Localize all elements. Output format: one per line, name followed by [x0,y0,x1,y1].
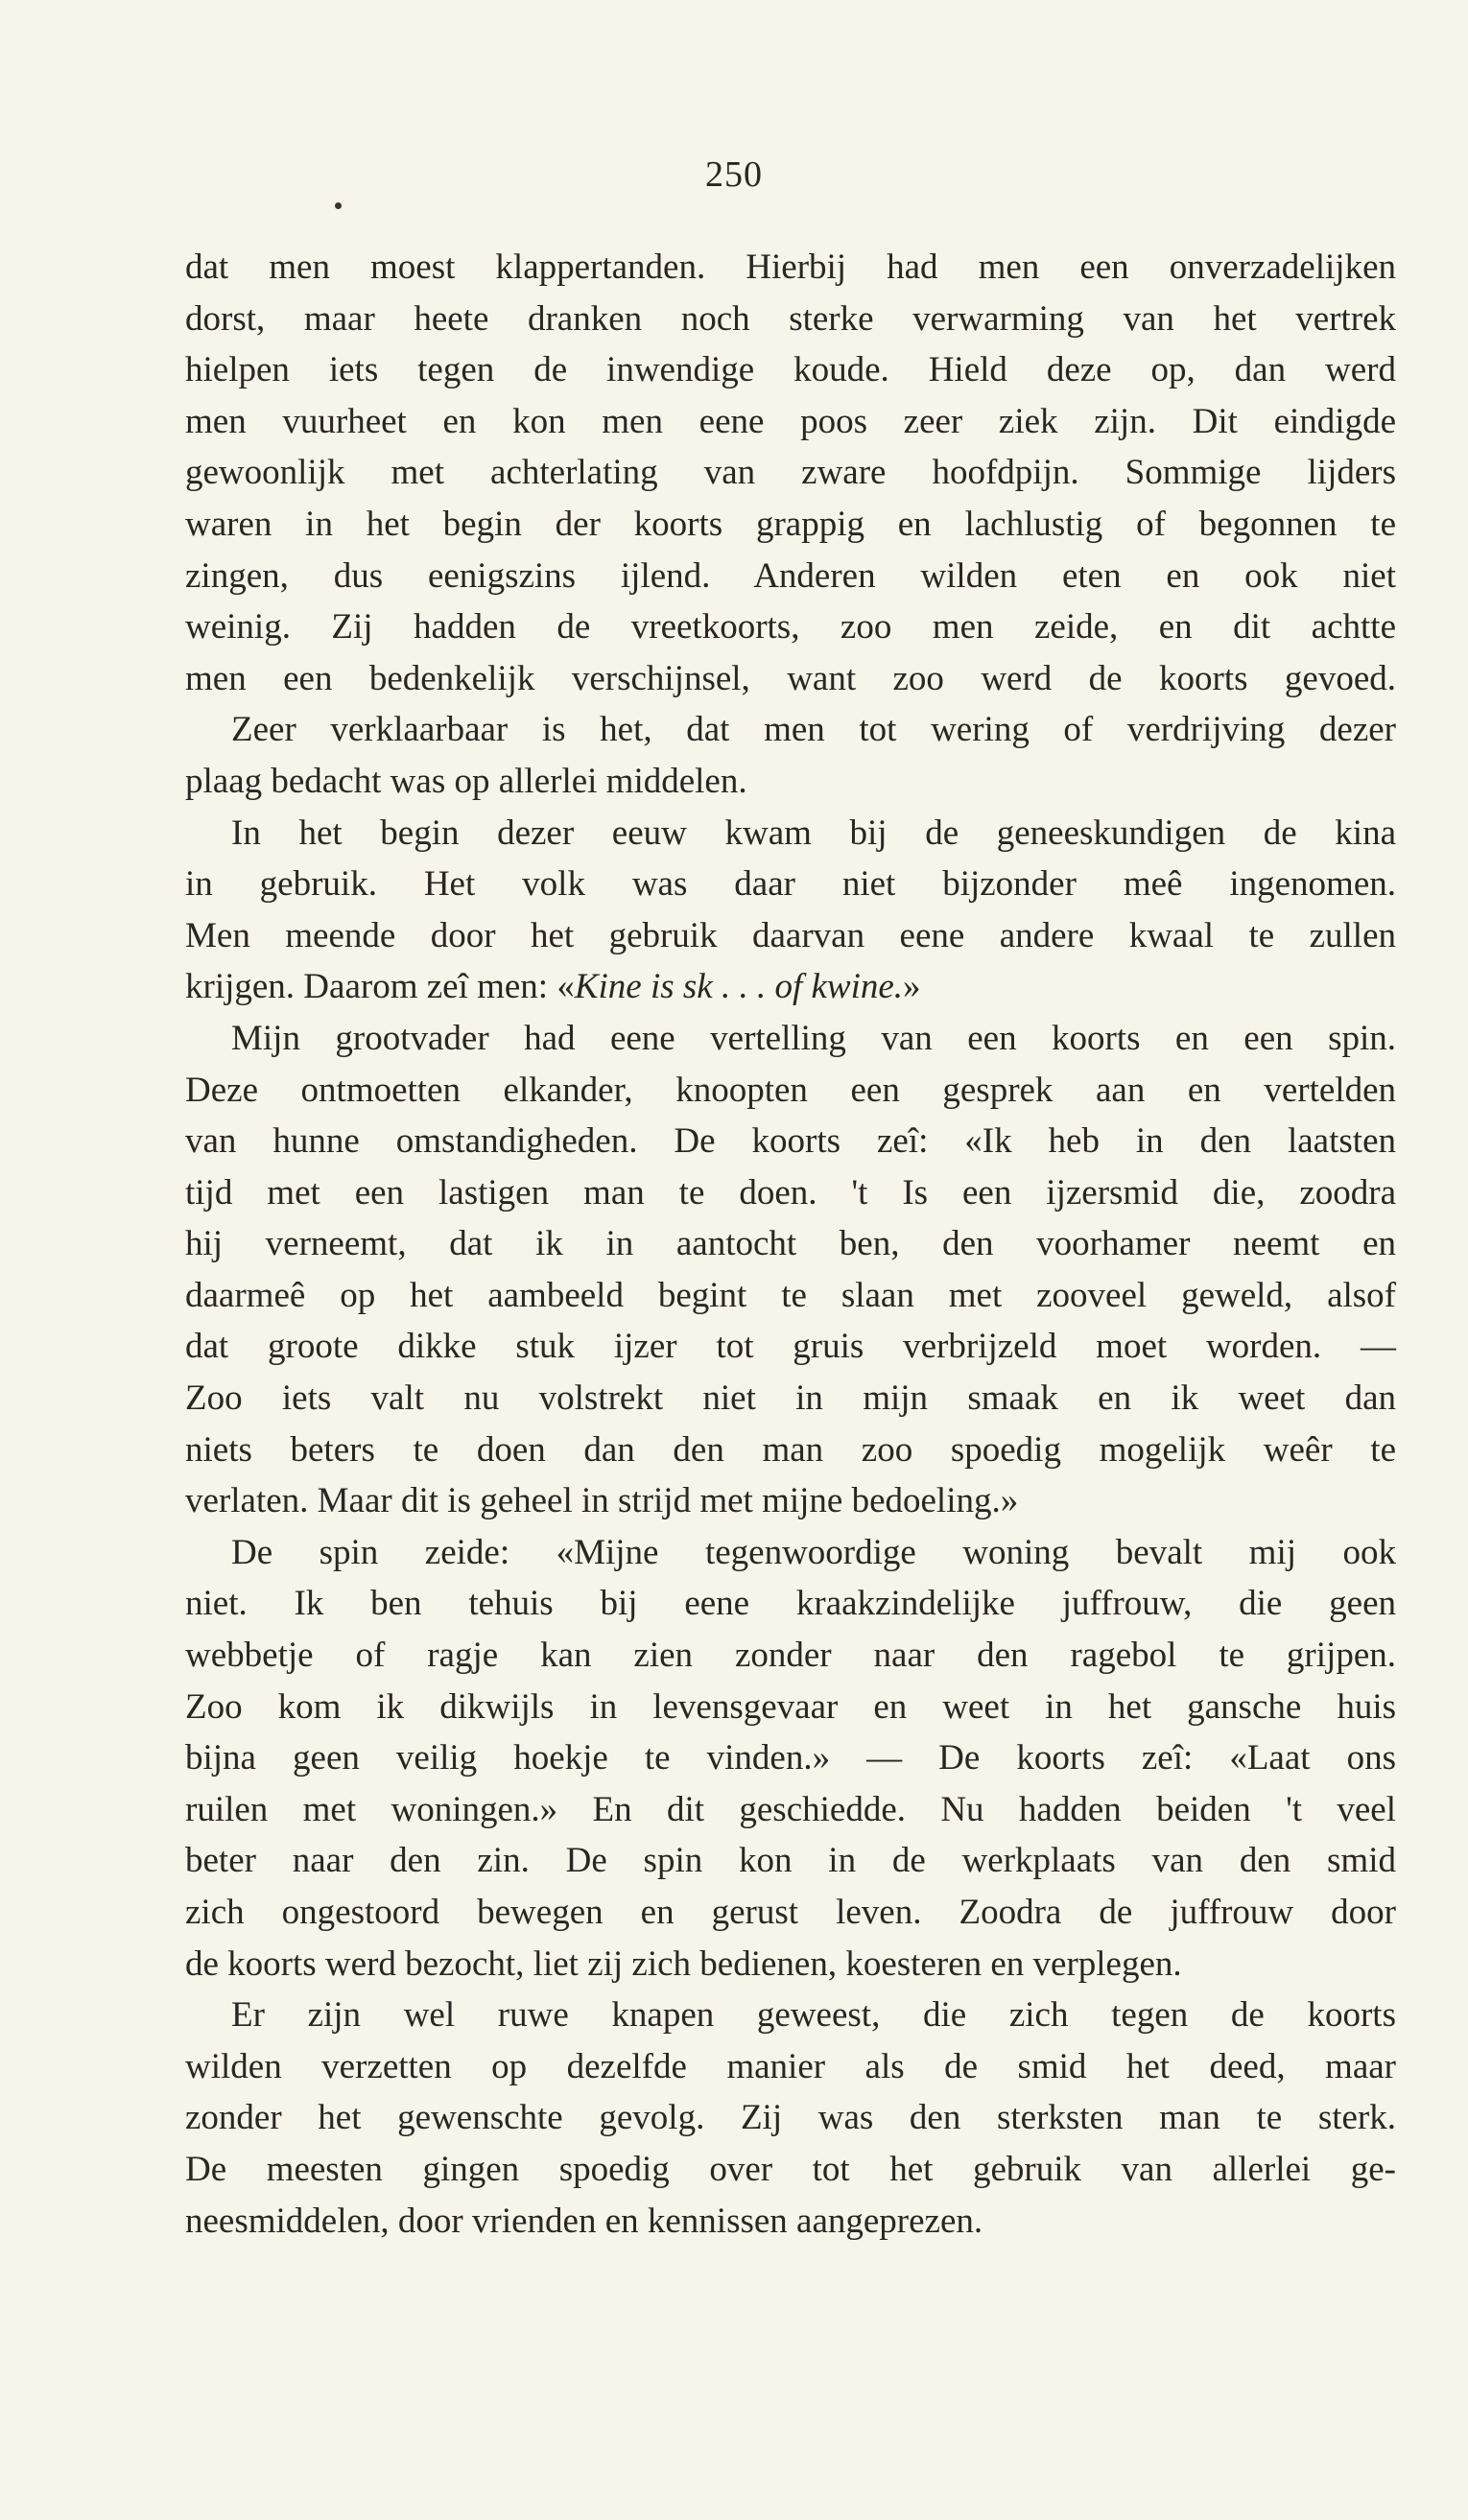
text-line: tijd met een lastigen man te doen. 't Is een ijzersmid die, zoodra [185,1172,1396,1213]
italic-quote: Kine is sk . . . of kwine. [574,967,904,1007]
text-line: zonder het gewenschte gevolg. Zij was den sterksten man te sterk. [185,2098,1396,2138]
text-line: niets beters te doen dan den man zoo spoedig mogelijk weêr te [185,1429,1396,1470]
text-line: In het begin dezer eeuw kwam bij de geneeskundigen de kina [231,813,1396,853]
text-line: hielpen iets tegen de inwendige koude. Hield deze op, dan werd [185,350,1396,390]
text-line: Deze ontmoetten elkander, knoopten een gesprek aan en vertelden [185,1070,1396,1110]
text-line: De spin zeide: «Mijne tegenwoordige woning bevalt mij ook [231,1532,1396,1572]
text-line: in gebruik. Het volk was daar niet bijzonder meê ingenomen. [185,864,1396,905]
text-segment: » [903,967,921,1007]
body-text [185,242,1396,2247]
text-line: beter naar den zin. De spin kon in de werkplaats van den smid [185,1841,1396,1881]
text-line: wilden verzetten op dezelfde manier als de smid het deed, maar [185,2046,1396,2086]
text-line: dat groote dikke stuk ijzer tot gruis verbrijzeld moet worden. — [185,1327,1396,1367]
page-number: 250 [705,154,763,195]
text-line: bijna geen veilig hoekje te vinden.» — De koorts zeî: «Laat ons [185,1738,1396,1778]
text-line: Zoo kom ik dikwijls in levensgevaar en weet in het gansche huis [185,1686,1396,1727]
text-line: daarmeê op het aambeeld begint te slaan met zooveel geweld, alsof [185,1275,1396,1315]
text-line: Mijn grootvader had eene vertelling van een koorts en een spin. [231,1018,1396,1058]
text-line: De meesten gingen spoedig over tot het gebruik van allerlei ge- [185,2149,1396,2189]
text-line: Zoo iets valt nu volstrekt niet in mijn smaak en ik weet dan [185,1378,1396,1419]
text-line: gewoonlijk met achterlating van zware hoofdpijn. Sommige lijders [185,453,1396,493]
text-line: webbetje of ragje kan zien zonder naar den ragebol te grijpen. [185,1636,1396,1676]
ink-speck [335,202,342,209]
text-line: zich ongestoord bewegen en gerust leven. Zoodra de juffrouw door [185,1893,1396,1932]
text-line: Er zijn wel ruwe knapen geweest, die zich tegen de koorts [231,1995,1396,2036]
text-line: de koorts werd bezocht, liet zij zich bedienen, koesteren en verplegen. [185,1943,1182,1984]
text-line: plaag bedacht was op allerlei middelen. [185,761,747,801]
text-line: men een bedenkelijk verschijnsel, want zoo werd de koorts gevoed. [185,658,1396,698]
text-line [185,961,1396,1013]
text-segment: krijgen. Daarom zeî men: « [185,967,575,1007]
text-line: dorst, maar heete dranken noch sterke verwarming van het vertrek [185,298,1396,339]
text-line: van hunne omstandigheden. De koorts zeî: «Ik heb in den laatsten [185,1121,1396,1162]
text-line: niet. Ik ben tehuis bij eene kraakzindelijke juffrouw, die geen [185,1584,1396,1624]
text-line: verlaten. Maar dit is geheel in strijd met mijne bedoeling.» [185,1481,1019,1521]
text-line: weinig. Zij hadden de vreetkoorts, zoo men zeide, en dit achtte [185,607,1396,648]
text-line: Zeer verklaarbaar is het, dat men tot wering of verdrijving dezer [231,710,1396,750]
text-line: neesmiddelen, door vrienden en kennissen aangeprezen. [185,2201,983,2241]
text-line: zingen, dus eenigszins ijlend. Anderen wilden eten en ook niet [185,555,1396,596]
text-line: Men meende door het gebruik daarvan eene andere kwaal te zullen [185,915,1396,955]
text-line: waren in het begin der koorts grappig en lachlustig of begonnen te [185,504,1396,544]
text-line: dat men moest klappertanden. Hierbij had men een onverzadelijken [185,247,1396,287]
text-line: ruilen met woningen.» En dit geschiedde. Nu hadden beiden 't veel [185,1789,1396,1829]
text-line: hij verneemt, dat ik in aantocht ben, den voorhamer neemt en [185,1224,1396,1264]
text-line: men vuurheet en kon men eene poos zeer ziek zijn. Dit eindigde [185,401,1396,441]
